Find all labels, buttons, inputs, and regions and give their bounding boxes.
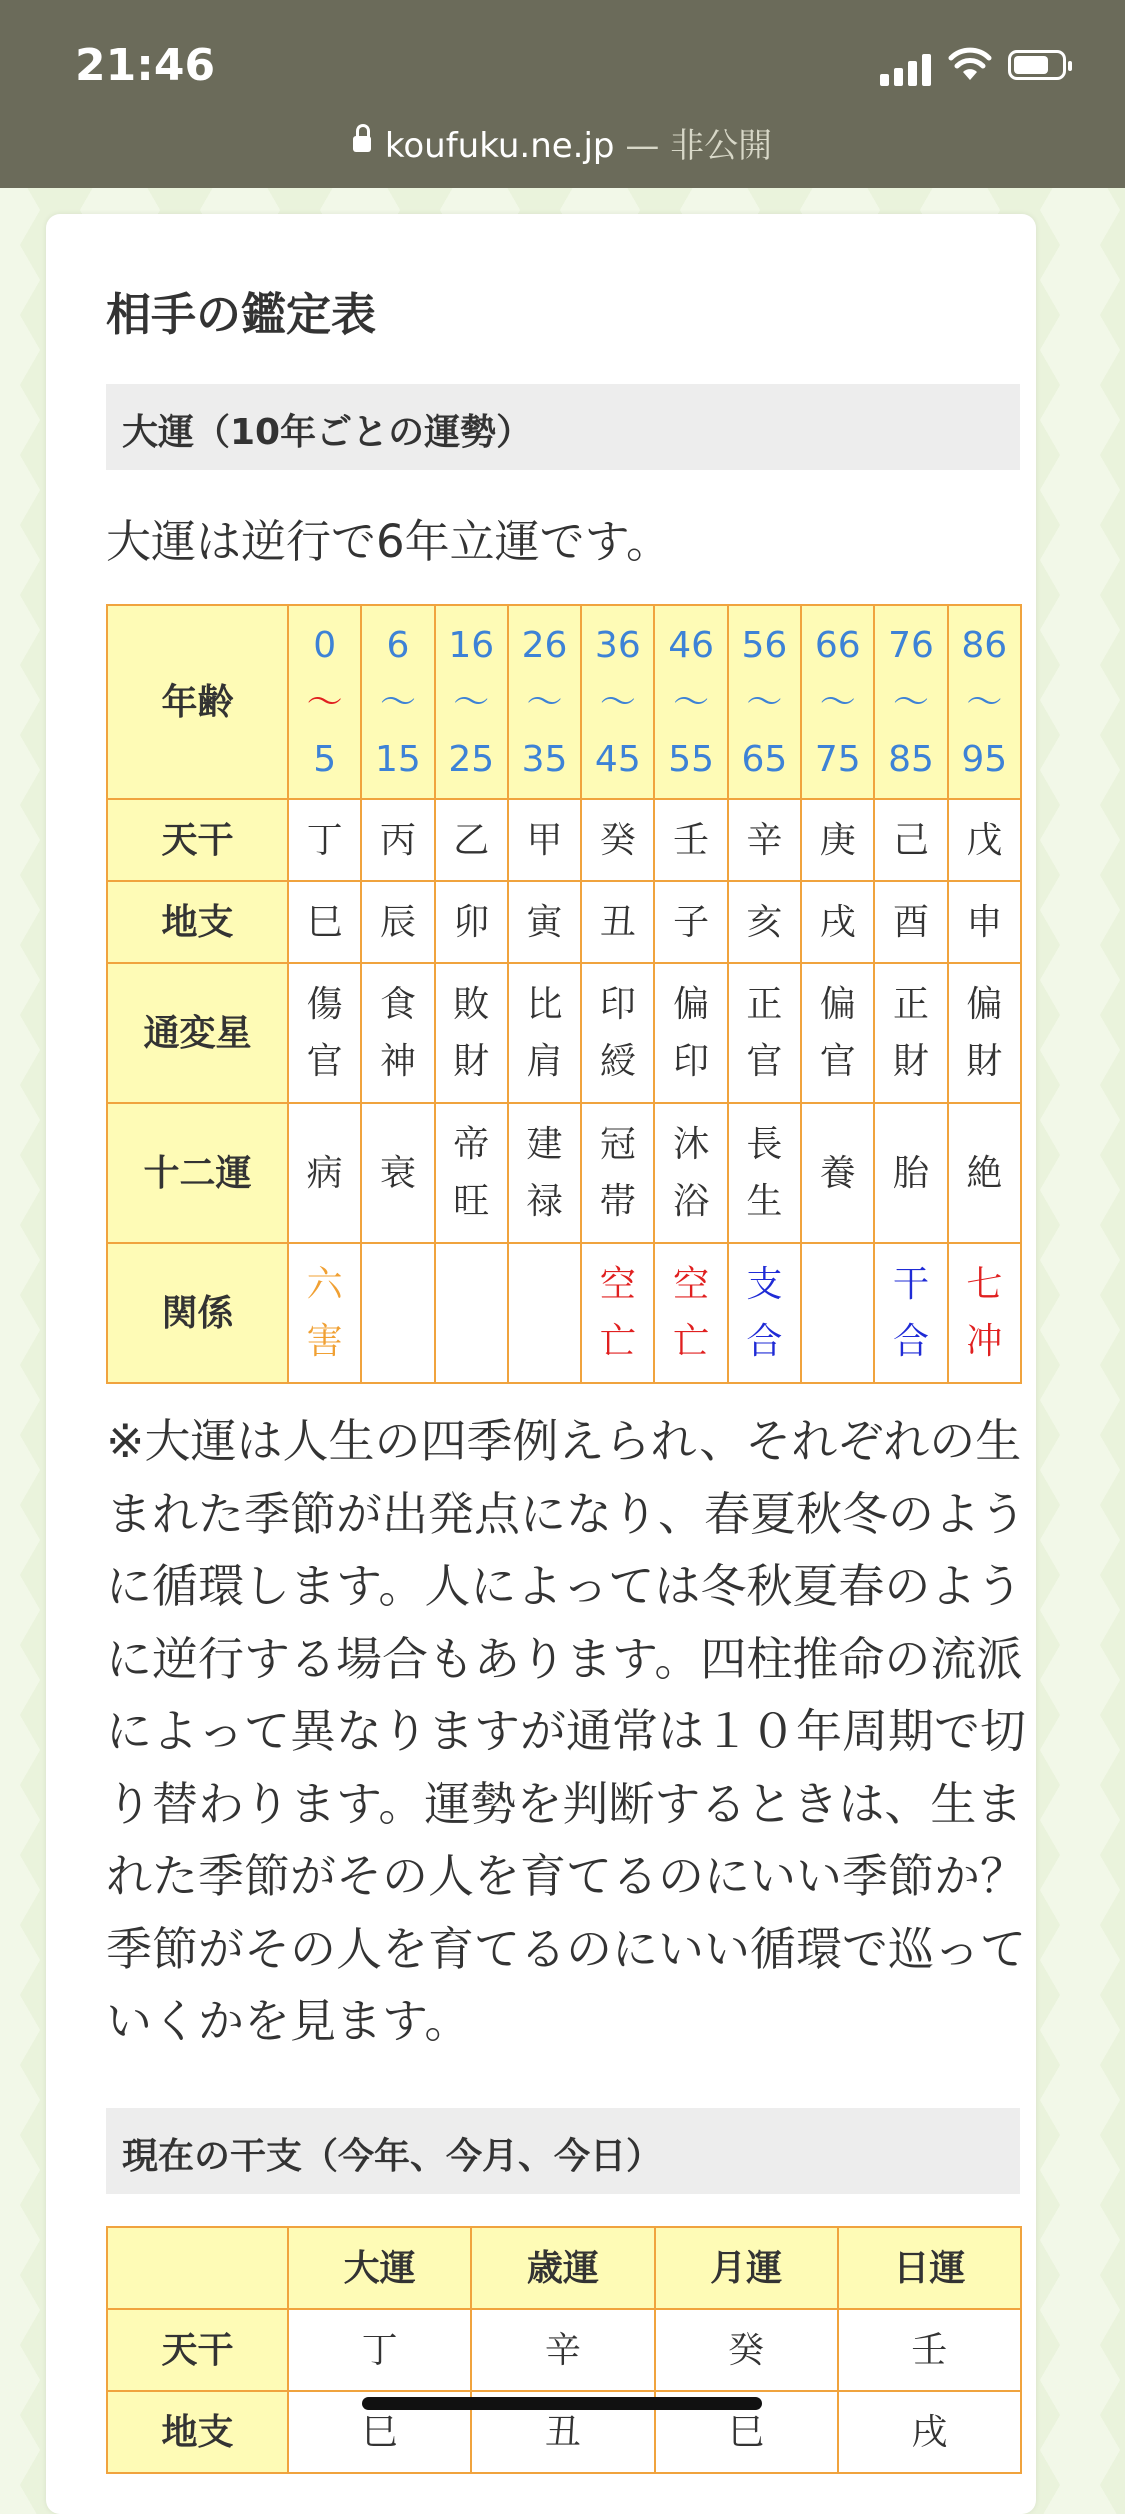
daiun-cell <box>288 1243 361 1383</box>
daiun-char: 偏 <box>966 984 1003 1025</box>
current-cell: 戌 <box>838 2391 1021 2473</box>
daiun-row-label: 天干 <box>107 799 288 881</box>
daiun-cell <box>801 605 874 799</box>
daiun-char: 合 <box>893 1321 930 1362</box>
daiun-cell <box>728 1103 801 1243</box>
current-cell: 丁 <box>288 2309 471 2391</box>
current-header-row <box>107 2227 1021 2309</box>
age-from: 46 <box>668 624 715 666</box>
current-col-header: 日運 <box>838 2227 1021 2309</box>
daiun-cell <box>508 605 581 799</box>
daiun-cell: 乙 <box>435 799 508 881</box>
daiun-char: 七 <box>966 1264 1003 1305</box>
daiun-cell <box>581 605 654 799</box>
age-sep: 〜 <box>306 681 343 723</box>
daiun-char: 比 <box>526 984 563 1025</box>
age-to: 45 <box>594 738 641 780</box>
daiun-char: 合 <box>746 1321 783 1362</box>
age-sep: 〜 <box>379 681 416 723</box>
daiun-char: 冠 <box>599 1124 636 1165</box>
daiun-char: 官 <box>819 1041 856 1082</box>
daiun-cell <box>435 1243 508 1383</box>
daiun-char: 支 <box>746 1264 783 1305</box>
daiun-explanation: ※大運は人生の四季例えられ、それぞれの生まれた季節が出発点になり、春夏秋冬のように循環します。人によっては冬秋夏春のように逆行する場合もあります。四柱推命の流派によって異なりますが通常は１０年周期で切り替わります。運勢を判断するときは、生まれた季節がその人を育てるのにいい季節か？季節がその人を育てるのにいい循環で巡っていくかを見ます。 <box>106 1414 1026 2048</box>
age-sep: 〜 <box>819 681 856 723</box>
daiun-char: 空 <box>673 1264 710 1305</box>
daiun-cell <box>288 1103 361 1243</box>
age-from: 16 <box>448 624 495 666</box>
daiun-char: 財 <box>893 1041 930 1082</box>
daiun-char: 綬 <box>599 1041 636 1082</box>
current-eto-table <box>106 2226 1022 2474</box>
daiun-cell <box>801 963 874 1103</box>
daiun-cell <box>508 963 581 1103</box>
url-privacy-label: — 非公開 <box>625 126 773 166</box>
daiun-cell: 巳 <box>288 881 361 963</box>
daiun-cell <box>801 1103 874 1243</box>
daiun-cell: 卯 <box>435 881 508 963</box>
current-col-header: 歳運 <box>471 2227 654 2309</box>
daiun-char: 帝 <box>453 1124 490 1165</box>
daiun-cell <box>801 1243 874 1383</box>
age-to: 85 <box>888 738 934 780</box>
age-from: 66 <box>814 624 861 666</box>
daiun-cell: 甲 <box>508 799 581 881</box>
age-from: 6 <box>386 624 410 666</box>
daiun-row-label: 関係 <box>107 1243 288 1383</box>
daiun-cell <box>288 963 361 1103</box>
age-to: 35 <box>521 738 568 780</box>
home-indicator[interactable] <box>362 2397 762 2410</box>
daiun-cell <box>728 605 801 799</box>
age-from: 86 <box>961 624 1008 666</box>
daiun-char: 空 <box>599 1264 636 1305</box>
daiun-cell <box>948 963 1021 1103</box>
daiun-cell: 亥 <box>728 881 801 963</box>
url-text: koufuku.ne.jp <box>384 126 615 166</box>
daiun-cell: 酉 <box>874 881 947 963</box>
age-to: 15 <box>375 738 421 780</box>
daiun-cell <box>874 605 947 799</box>
daiun-row-kankei <box>107 1243 1021 1383</box>
age-from: 36 <box>594 624 641 666</box>
daiun-char: 財 <box>966 1041 1003 1082</box>
daiun-char: 建 <box>526 1124 563 1165</box>
current-cell: 癸 <box>655 2309 838 2391</box>
daiun-cell <box>654 1103 727 1243</box>
daiun-table <box>106 604 1022 1384</box>
daiun-cell <box>654 605 727 799</box>
daiun-char: 沐 <box>673 1124 710 1165</box>
section-header-daiun <box>106 384 1020 470</box>
daiun-cell <box>874 963 947 1103</box>
age-sep: 〜 <box>673 681 710 723</box>
daiun-char: 正 <box>746 984 783 1025</box>
age-to: 65 <box>741 738 788 780</box>
daiun-char: 絶 <box>966 1152 1003 1194</box>
lock-icon <box>353 136 371 152</box>
daiun-cell <box>581 1103 654 1243</box>
daiun-char: 六 <box>306 1264 343 1305</box>
daiun-cell <box>581 1243 654 1383</box>
daiun-char: 敗 <box>453 984 490 1025</box>
daiun-cell <box>654 1243 727 1383</box>
daiun-cell <box>435 963 508 1103</box>
daiun-cell <box>948 1243 1021 1383</box>
age-sep: 〜 <box>966 681 1003 723</box>
wifi-icon <box>948 46 992 82</box>
daiun-cell <box>508 1243 581 1383</box>
status-bar <box>0 0 1125 188</box>
age-from: 56 <box>741 624 788 666</box>
daiun-cell: 辰 <box>361 881 434 963</box>
daiun-char: 病 <box>306 1152 343 1194</box>
daiun-row-tsuhensei <box>107 963 1021 1103</box>
daiun-cell: 申 <box>948 881 1021 963</box>
daiun-cell <box>728 1243 801 1383</box>
daiun-char: 財 <box>453 1041 490 1082</box>
daiun-char: 正 <box>893 984 930 1025</box>
daiun-cell <box>948 1103 1021 1243</box>
daiun-char: 肩 <box>526 1041 563 1082</box>
section-header-current <box>106 2108 1020 2194</box>
age-from: 76 <box>888 624 934 666</box>
age-sep: 〜 <box>453 681 490 723</box>
daiun-char: 偏 <box>673 984 710 1025</box>
daiun-cell: 丑 <box>581 881 654 963</box>
section-header-daiun-label: 大運（10年ごとの運勢） <box>122 412 533 453</box>
daiun-row-label: 通変星 <box>107 963 288 1103</box>
daiun-char: 養 <box>819 1152 856 1194</box>
daiun-row-juniun <box>107 1103 1021 1243</box>
daiun-char: 亡 <box>673 1321 710 1362</box>
daiun-cell <box>874 1103 947 1243</box>
daiun-cell <box>435 605 508 799</box>
age-to: 5 <box>313 738 337 780</box>
daiun-row-label: 地支 <box>107 881 288 963</box>
daiun-char: 衰 <box>379 1152 416 1194</box>
daiun-cell <box>728 963 801 1103</box>
daiun-char: 浴 <box>673 1181 710 1222</box>
daiun-char: 偏 <box>819 984 856 1025</box>
current-row-label: 地支 <box>107 2391 288 2473</box>
daiun-char: 亡 <box>599 1321 636 1362</box>
daiun-cell <box>361 605 434 799</box>
daiun-cell: 庚 <box>801 799 874 881</box>
current-cell: 丑 <box>471 2391 654 2473</box>
daiun-cell <box>948 605 1021 799</box>
daiun-char: 生 <box>746 1181 783 1222</box>
current-row-tenkan <box>107 2309 1021 2391</box>
daiun-cell <box>874 1243 947 1383</box>
daiun-char: 食 <box>379 984 416 1025</box>
daiun-cell: 子 <box>654 881 727 963</box>
daiun-char: 印 <box>599 984 636 1025</box>
current-cell: 壬 <box>838 2309 1021 2391</box>
daiun-cell: 己 <box>874 799 947 881</box>
daiun-cell: 丙 <box>361 799 434 881</box>
daiun-intro-text: 大運は逆行で6年立運です。 <box>106 515 672 568</box>
age-sep: 〜 <box>746 681 783 723</box>
daiun-char: 傷 <box>306 984 343 1025</box>
daiun-cell <box>654 963 727 1103</box>
daiun-cell: 辛 <box>728 799 801 881</box>
daiun-char: 害 <box>306 1321 343 1362</box>
battery-icon <box>1008 50 1066 80</box>
age-from: 26 <box>521 624 568 666</box>
status-time: 21:46 <box>75 40 216 91</box>
daiun-cell: 壬 <box>654 799 727 881</box>
current-corner-cell <box>107 2227 288 2309</box>
daiun-char: 干 <box>893 1264 930 1305</box>
daiun-row-ages <box>107 605 1021 799</box>
daiun-cell <box>508 1103 581 1243</box>
daiun-char: 長 <box>746 1124 783 1165</box>
current-cell: 巳 <box>655 2391 838 2473</box>
daiun-cell: 丁 <box>288 799 361 881</box>
age-sep: 〜 <box>893 681 930 723</box>
daiun-cell <box>581 963 654 1103</box>
daiun-char: 神 <box>379 1041 416 1082</box>
current-row-label: 天干 <box>107 2309 288 2391</box>
current-cell: 辛 <box>471 2309 654 2391</box>
daiun-char: 印 <box>673 1041 710 1082</box>
cellular-signal-icon <box>880 52 934 86</box>
current-cell: 巳 <box>288 2391 471 2473</box>
age-sep: 〜 <box>526 681 563 723</box>
age-sep: 〜 <box>599 681 636 723</box>
daiun-cell <box>361 1103 434 1243</box>
section-header-current-label: 現在の干支（今年、今月、今日） <box>122 2136 663 2177</box>
age-to: 95 <box>961 738 1008 780</box>
daiun-cell: 戌 <box>801 881 874 963</box>
daiun-cell <box>435 1103 508 1243</box>
daiun-row-label: 年齢 <box>107 605 288 799</box>
daiun-char: 禄 <box>526 1181 563 1222</box>
daiun-char: 冲 <box>966 1321 1003 1362</box>
daiun-char: 帯 <box>599 1181 636 1222</box>
age-to: 75 <box>814 738 861 780</box>
daiun-cell: 戊 <box>948 799 1021 881</box>
daiun-char: 胎 <box>893 1152 930 1194</box>
age-from: 0 <box>313 624 337 666</box>
daiun-row-label: 十二運 <box>107 1103 288 1243</box>
current-col-header: 月運 <box>655 2227 838 2309</box>
daiun-char: 旺 <box>453 1181 490 1222</box>
daiun-char: 官 <box>746 1041 783 1082</box>
daiun-char: 官 <box>306 1041 343 1082</box>
daiun-row-tenkan <box>107 799 1021 881</box>
page-title: 相手の鑑定表 <box>106 288 377 341</box>
daiun-cell <box>288 605 361 799</box>
daiun-cell: 癸 <box>581 799 654 881</box>
address-bar[interactable] <box>0 118 1125 167</box>
current-col-header: 大運 <box>288 2227 471 2309</box>
daiun-cell <box>361 963 434 1103</box>
daiun-row-chishi <box>107 881 1021 963</box>
daiun-cell <box>361 1243 434 1383</box>
age-to: 55 <box>668 738 715 780</box>
age-to: 25 <box>448 738 495 780</box>
daiun-cell: 寅 <box>508 881 581 963</box>
